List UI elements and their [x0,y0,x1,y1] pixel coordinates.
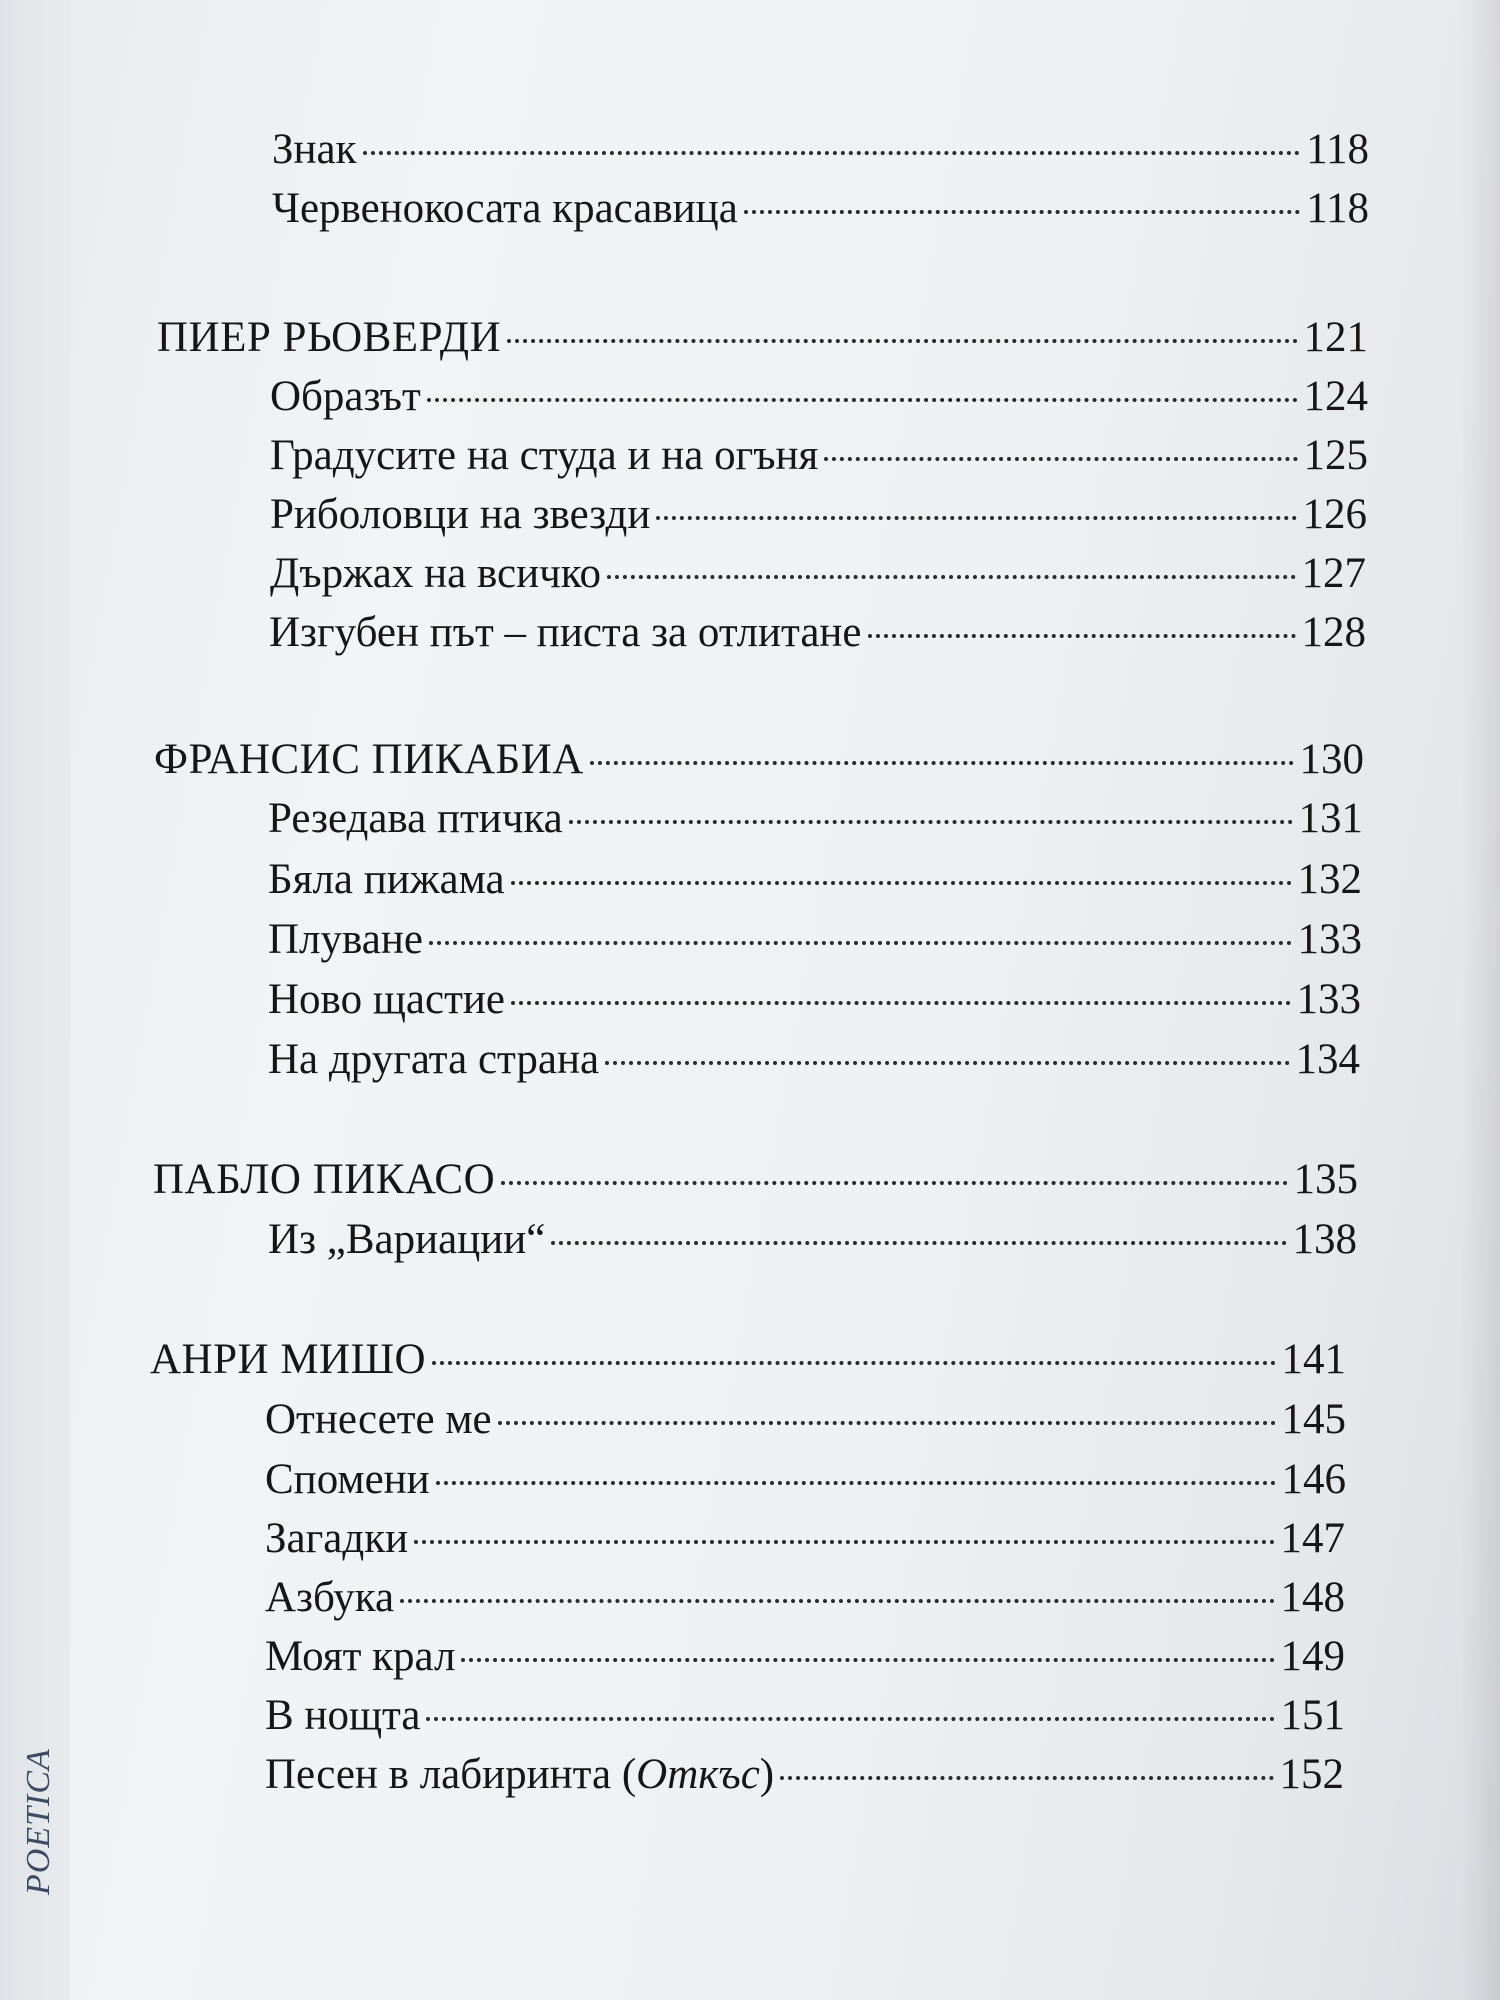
dot-leader [824,457,1297,461]
entry-page: 148 [1280,1574,1345,1621]
toc-entry [268,855,1362,905]
entry-title: Из „Вариации“ [268,1216,546,1263]
entry-title: Плуване [268,916,423,963]
entry-page: 124 [1303,373,1368,420]
entry-title: В нощта [265,1692,421,1739]
toc-author-entry [154,735,1364,785]
author-page: 130 [1299,736,1364,783]
dot-leader [656,516,1296,520]
toc-entry [265,1632,1345,1682]
toc-entry [265,1455,1346,1505]
entry-title: Градусите на студа и на огъня [270,432,819,479]
toc-entry [268,975,1361,1025]
dot-leader [511,881,1292,885]
toc-entry [269,608,1366,658]
entry-title: На другата страна [268,1036,600,1083]
entry-title: Резедава птичка [268,795,563,842]
toc-author-entry [150,1335,1346,1385]
entry-title: Държах на всичко [270,550,601,597]
dot-leader [780,1776,1273,1780]
entry-page: 134 [1295,1036,1360,1083]
toc-entry [272,125,1369,175]
author-page: 141 [1281,1336,1346,1383]
entry-page: 118 [1306,126,1369,173]
dot-leader [436,1481,1276,1485]
dot-leader [461,1658,1274,1662]
entry-page: 151 [1280,1692,1345,1739]
toc-entry [265,1514,1345,1564]
dot-leader [590,761,1294,765]
toc-entry [272,184,1369,234]
toc-entry [270,431,1368,481]
entry-page: 147 [1280,1515,1345,1562]
author-page: 121 [1303,314,1368,361]
dot-leader [363,151,1301,155]
entry-title: Отнесете ме [265,1396,492,1443]
entry-title: Риболовци на звезди [270,491,651,538]
entry-title-italic: Откъс [636,1751,760,1798]
entry-title: Ново щастие [268,976,505,1023]
author-page: 135 [1293,1156,1358,1203]
dot-leader [744,210,1300,214]
dot-leader [498,1421,1276,1425]
dot-leader [551,1241,1286,1245]
entry-page: 133 [1297,916,1362,963]
entry-title: Моят крал [265,1633,456,1680]
entry-page: 125 [1303,432,1368,479]
dot-leader [426,1717,1274,1721]
dot-leader [427,398,1298,402]
entry-title: Бяла пижама [268,856,505,903]
entry-page: 131 [1298,795,1363,842]
dot-leader [400,1599,1274,1603]
entry-page: 138 [1292,1216,1357,1263]
toc-entry [268,915,1362,965]
entry-page: 127 [1301,550,1366,597]
toc-entry [265,1750,1344,1800]
toc-author-entry [157,313,1368,363]
author-name: ФРАНСИС ПИКАБИА [154,736,584,783]
spine-label: POETICA [20,1748,57,1895]
toc-author-entry [153,1155,1358,1205]
dot-leader [501,1181,1287,1185]
entry-page: 133 [1296,976,1361,1023]
dot-leader [868,634,1296,638]
entry-title-end: ) [759,1751,775,1798]
entry-page: 149 [1280,1633,1345,1680]
entry-page: 146 [1281,1456,1346,1503]
entry-page: 128 [1301,609,1366,656]
author-name: ПИЕР РЬОВЕРДИ [157,314,502,361]
entry-title: Образът [270,373,421,420]
entry-title [265,1750,774,1800]
dot-leader [432,1361,1275,1365]
toc-entry [268,1035,1360,1085]
toc-entry [265,1691,1345,1741]
toc-entry [270,549,1366,599]
entry-title: Загадки [265,1515,409,1562]
toc-entry [265,1395,1346,1445]
author-name: АНРИ МИШО [150,1336,427,1383]
entry-title-start: Песен в лабиринта ( [265,1751,637,1798]
entry-title: Червенокосата красавица [272,185,738,232]
entry-page: 118 [1306,185,1369,232]
entry-title: Изгубен път – писта за отлитане [269,609,862,656]
toc-entry [265,1573,1345,1623]
entry-page: 145 [1281,1396,1346,1443]
toc-entry [268,1215,1357,1265]
entry-page: 152 [1279,1751,1344,1798]
dot-leader [429,941,1292,945]
entry-page: 132 [1297,856,1362,903]
dot-leader [569,820,1293,824]
dot-leader [507,339,1297,343]
toc-entry [268,794,1363,844]
entry-page: 126 [1302,491,1367,538]
entry-title: Азбука [265,1574,395,1621]
dot-leader [511,1001,1291,1005]
entry-title: Знак [272,126,357,173]
dot-leader [605,1061,1289,1065]
dot-leader [607,575,1296,579]
dot-leader [414,1540,1274,1544]
author-name: ПАБЛО ПИКАСО [153,1156,496,1203]
entry-title: Спомени [265,1456,430,1503]
toc-entry [270,490,1367,540]
toc-entry [270,372,1368,422]
